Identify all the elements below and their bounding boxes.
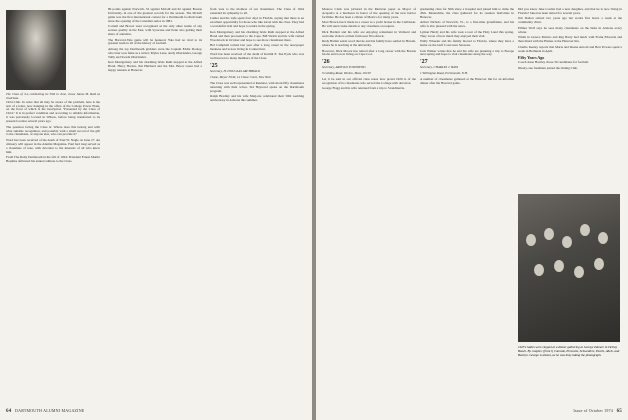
paragraph: Jim Dalton retired two years ago but works five hours a week at the community clinic. bbox=[518, 16, 622, 25]
paragraph: The Harvard-Yale game will be featured. Yale had no rival to its greatest team in all of the history of football. bbox=[108, 37, 202, 46]
class-secretary: Secretary, H. DOUGLAS ARCHIBALD bbox=[210, 69, 261, 74]
page-number: 65 bbox=[616, 409, 622, 414]
class-year: '26 bbox=[322, 59, 330, 66]
page-number: 64 bbox=[6, 409, 12, 414]
paragraph: Ken Montgomery and his charming bride Ruth stopped at the Alfred Hotel and then proceeded to the Cape. Bill Welch and his wife visited Woodstock in October and hope to see more classmates there. bbox=[210, 29, 304, 42]
paragraph: The Class was well represented at Reunion, with about fifty classmates returning with their wives. Sid Hayward spoke on the Dartmouth program. bbox=[210, 80, 304, 93]
left-column-2 bbox=[108, 8, 202, 75]
left-column-1 bbox=[6, 8, 100, 166]
paragraph: Hal Campbell retired last year after a long career in the newspaper business and is now living in Connecticut. bbox=[210, 43, 304, 51]
paragraph: Wally Wheeler and his family moved to Florida, where they have a home on the Gulf Coast near Sarasota. bbox=[420, 39, 514, 48]
paragraph: A number of classmates gathered at the Hanover Inn for an informal dinner after the Harvard game. bbox=[420, 77, 514, 85]
paragraph: Word has been received of the death of Kermit E. Ten Eyck who was well known to many members of the Class. bbox=[210, 52, 304, 61]
secretary-address: 1 Wellington Road, Portsmouth, N.H. bbox=[420, 71, 468, 76]
left-column-3 bbox=[210, 8, 304, 105]
photo-figure bbox=[534, 264, 544, 276]
paragraph: Ninety-one freshmen joined the Outing Club. bbox=[518, 65, 578, 70]
paragraph: Mort Brown has it made in a career as a yacht broker in the Caribbean. He will send cruise details to any classmate on request. bbox=[322, 20, 416, 29]
class-secretary: Secretary, ARNOLD TOWNSEND bbox=[322, 65, 366, 70]
right-column-1 bbox=[322, 8, 416, 93]
class-year: '27 bbox=[420, 59, 428, 66]
paragraph: From The Daily Dartmouth in the fall of 1924: President Ernest Martin Hopkins delivered his annual address to the Class. bbox=[6, 155, 100, 164]
paragraph: The question facing the Class is: Where does this belong and with what suitable recognition, and possibly with a small record of the gift to the classmates, or anyone else, who can provide it? bbox=[6, 124, 100, 137]
left-footer bbox=[6, 408, 84, 414]
paragraph: Jack Walker writes that he and his wife are planning a trip to Europe next spring and hope to visit classmates along the way. bbox=[420, 48, 514, 57]
photo-figure bbox=[574, 266, 584, 278]
paragraph: Arthur Nichols of Norwich, Vt., is a first-time grandfather, and his wife is also pleased with the news. bbox=[420, 20, 514, 29]
paragraph: However, Dick Moore has retired after a long career with the Boston Globe and is now living on Cape Cod. bbox=[322, 48, 416, 57]
photo-figure bbox=[598, 232, 608, 244]
paragraph: Among the top Dartmouth gridders were the Captain Eddie Dooley, who later won fame as a writer; Myles Lane, Andy Oberlander, George Tully and Swede Oberlander. bbox=[108, 46, 202, 59]
paragraph: Coach Jesse Hawley chose 30 candidates for football. bbox=[518, 60, 589, 65]
paragraph: 1924 Club. In order that all may be aware of the problem, here is the text of a letter, now hanging in the office of the College Power Plant, on the front of which is the inscription "Presented by the Class of 1924." It is in perfect condition and according to reliable information, it was previously located in Wilson, before being transferred to its present location several years ago. bbox=[6, 99, 100, 124]
photo-figure bbox=[562, 236, 572, 248]
paragraph: Cornell and Brown were recognized as the only other teams of any serious quality in the East, with Syracuse and Penn also getting their share of attention. bbox=[108, 24, 202, 37]
right-footer bbox=[573, 408, 622, 414]
paragraph: Monroe Clark was pictured in the Mexican paper as Mayor of Acapulco at a luncheon in honor of the opening of the new harbor facilities. He has been a citizen of Mexico for many years. bbox=[322, 7, 416, 19]
right-column-2 bbox=[420, 8, 514, 87]
section-heading: Fifty Years Ago bbox=[518, 55, 545, 61]
paragraph: Word has been received of the death of Paul W. Nagle on June 27. An obituary will appear in the Alumni Magazine. Paul had long served as a classmate of note, with devotion to the interests of all who knew him. bbox=[6, 137, 100, 154]
paragraph: 80 points against Norwich, 52 against McGill and 62 against Boston University, in one of the greatest records for the season. The McGill game was the first international contest for a Dartmouth football team since the opening of the Canadian series in 1881. bbox=[108, 7, 202, 23]
photo-figure bbox=[580, 224, 590, 236]
paragraph: from 'ears to the mothers of our classmates. The Class of 1924 extended its sympathy to all. bbox=[210, 7, 304, 15]
paragraph: Luther and his wife spent four days in Florida, saying that there is an excellent opportunity for those who like travel with the class. They had a wonderful visit and hope to return in the spring. bbox=[210, 16, 304, 29]
photo-figure bbox=[544, 228, 554, 240]
photo-figure bbox=[554, 260, 564, 272]
paragraph: Did you know Jake Coulter had a new daughter, and that he is now living in Florida? Jake has been retired for several years. bbox=[518, 7, 622, 15]
paragraph: Dick Bartlett and his wife are enjoying retirement in Vermont and welcome visitors at their farm near Woodstock. bbox=[322, 29, 416, 38]
paragraph: Ellmer Wolf says he sees many classmates on the links in Arizona every winter. bbox=[518, 25, 622, 34]
paragraph: George Flagg and his wife returned from a trip to Scandinavia. bbox=[322, 86, 405, 91]
group-photo bbox=[518, 194, 620, 342]
paragraph: While in Greece Marino and Reg Barry had lunch with Frank Edwards and then dined with the Haines at the Hanover Inn. bbox=[518, 35, 622, 44]
class-secretary: Secretary, CHARLES J. BASS bbox=[420, 65, 459, 70]
magazine-name: DARTMOUTH ALUMNI MAGAZINE bbox=[15, 408, 85, 413]
right-page bbox=[316, 0, 628, 420]
class-year: '25 bbox=[210, 63, 218, 70]
photo-figure bbox=[594, 258, 604, 270]
portrait-caption: The Class of '24, celebrating its 50th in June, chose James M. Reid as chairman. bbox=[6, 92, 100, 100]
paragraph: Lyman Hardy and his wife took a tour of the Holy Land this spring. They wrote of how much they enjoyed their visit. bbox=[420, 29, 514, 38]
paragraph: Ken Montgomery and his charming bride Ruth stopped at the Alfred Hotel. Harry Horton, Jim Hubbard and the Mrs. Bruce Greer had a happy reunion at Hanover. bbox=[108, 60, 202, 73]
paragraph: Rudy Hallett sends word that he and his family have settled in Hawaii, where he is teaching at the university. bbox=[322, 39, 416, 48]
secretary-address: Chase, Meyer Field, 14 Chase Court, New York bbox=[210, 75, 271, 80]
photo-figure bbox=[526, 234, 536, 246]
left-page bbox=[0, 0, 312, 420]
paragraph: graduating class for 50th since a hospital and joined him to mine the 45th. Meanwhile, the class gathered for its reunion festivities in Hanover. bbox=[420, 7, 514, 19]
portrait-photo bbox=[6, 10, 66, 90]
secretary-address: 9 Gelding Road, Weston, Mass. 02193 bbox=[322, 71, 371, 76]
right-column-3 bbox=[518, 8, 622, 72]
paragraph: Charlie Keeley reports that Maria and Deane Arnold and Bert Powers spent a week in Bermuda in April. bbox=[518, 44, 622, 53]
paragraph: Let it be said in our official class notes how proud 1926 is of the recognition of its classmates who served the College with devotion. bbox=[322, 77, 416, 85]
issue-label: Issue of October 1974 bbox=[573, 408, 613, 413]
group-photo-caption: 1925's ladies were elegant at a dinner gathering at George Zahnos' in Delray Beach. By couples: (from l) Conrads, Prescotts, Schwedlers, Pearls, Abels, and Beatrys. George is absent, as he was busy taking the photograph. bbox=[518, 345, 620, 357]
paragraph: Ralph Bradley and his wife Marjorie celebrated their 50th wedding anniversary in Arizona this summer. bbox=[210, 94, 304, 103]
